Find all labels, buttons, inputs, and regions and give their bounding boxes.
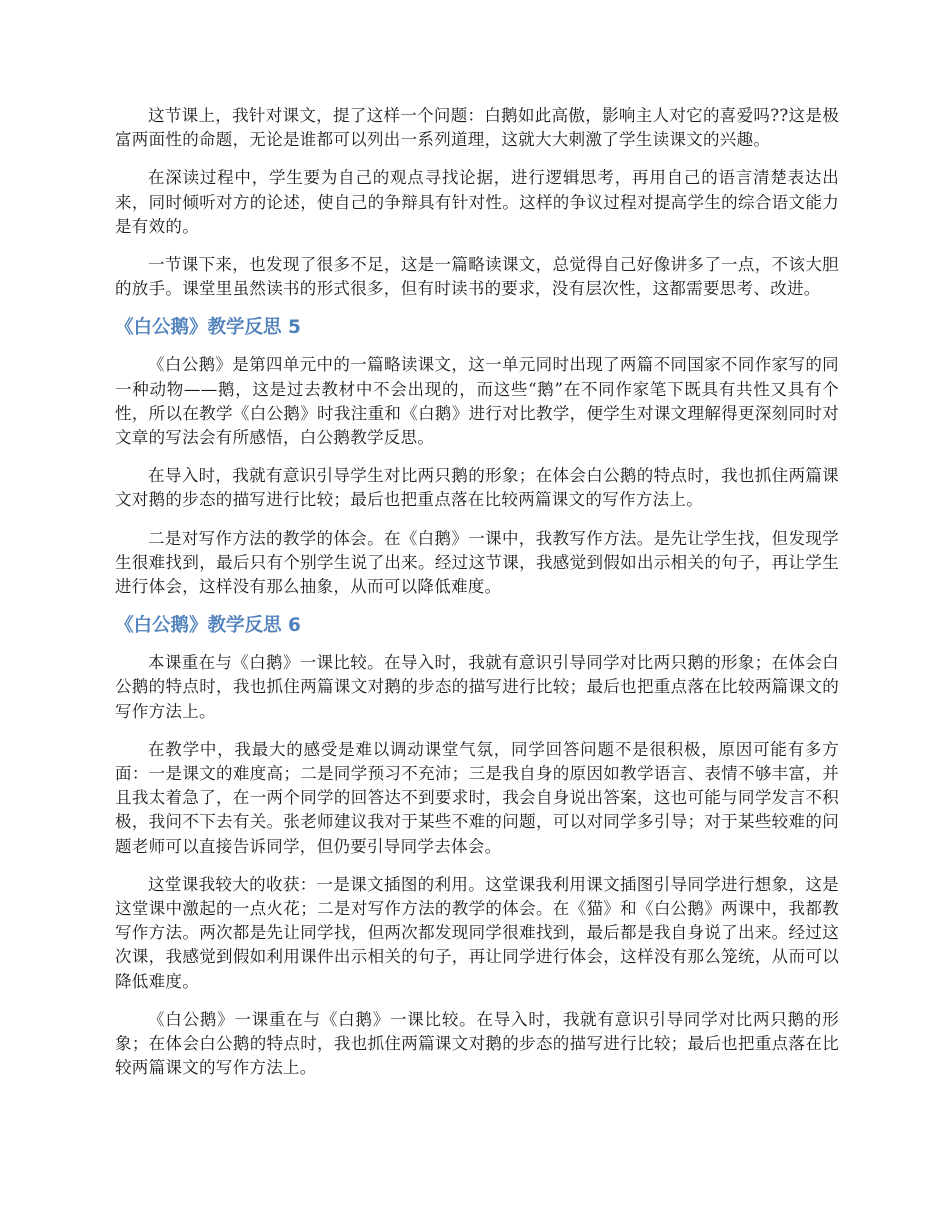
section-heading: 《白公鹅》教学反思 5 <box>115 317 301 339</box>
paragraph: 这堂课我较大的收获：一是课文插图的利用。这堂课我利用课文插图引导同学进行想象，这是这堂课中激起的一点火花；二是对写作方法的教学的体会。在《猫》和《白公鹅》两课中，我都教写作方法。两次都是先让同学找，但两次都发现同学很难找到，最后都是我自身说了出来。经过这次课，我感觉到假如利用课件出示相关的句子，再让同学进行体会，这样没有那么笼统，从而可以降低难度。 <box>115 874 839 991</box>
paragraph: 本课重在与《白鹅》一课比较。在导入时，我就有意识引导同学对比两只鹅的形象；在体会白公鹅的特点时，我也抓住两篇课文对鹅的步态的描写进行比较；最后也把重点落在比较两篇课文的写作方法上。 <box>115 653 839 721</box>
paragraph: 在深读过程中，学生要为自己的观点寻找论据，进行逻辑思考，再用自己的语言清楚表达出来，同时倾听对方的论述，使自己的争辩具有针对性。这样的争议过程对提高学生的综合语文能力是有效的。 <box>115 168 839 236</box>
paragraph: 一节课下来，也发现了很多不足，这是一篇略读课文，总觉得自己好像讲多了一点，不该大胆的放手。课堂里虽然读书的形式很多，但有时读书的要求，没有层次性，这都需要思考、改进。 <box>115 255 839 299</box>
document-page <box>115 104 839 1095</box>
paragraph: 在导入时，我就有意识引导学生对比两只鹅的形象；在体会白公鹅的特点时，我也抓住两篇课文对鹅的步态的描写进行比较；最后也把重点落在比较两篇课文的写作方法上。 <box>115 466 839 510</box>
section-heading: 《白公鹅》教学反思 6 <box>115 615 301 637</box>
paragraph: 在教学中，我最大的感受是难以调动课堂气氛，同学回答问题不是很积极，原因可能有多方面：一是课文的难度高；二是同学预习不充沛；三是我自身的原因如教学语言、表情不够丰富，并且我太着急了，在一两个同学的回答达不到要求时，我会自身说出答案，这也可能与同学发言不积极，我问不下去有关。张老师建议我对于某些不难的问题，可以对同学多引导；对于某些较难的问题老师可以直接告诉同学，但仍要引导同学去体会。 <box>115 739 839 856</box>
paragraph: 《白公鹅》是第四单元中的一篇略读课文，这一单元同时出现了两篇不同国家不同作家写的同一种动物——鹅，这是过去教材中不会出现的，而这些“鹅”在不同作家笔下既具有共性又具有个性，所以在教学《白公鹅》时我注重和《白鹅》进行对比教学，便学生对课文理解得更深刻同时对文章的写法会有所感悟，白公鹅教学反思。 <box>115 355 839 448</box>
paragraph: 这节课上，我针对课文，提了这样一个问题：白鹅如此高傲，影响主人对它的喜爱吗??这是极富两面性的命题，无论是谁都可以列出一系列道理，这就大大刺激了学生读课文的兴趣。 <box>115 106 839 150</box>
paragraph: 二是对写作方法的教学的体会。在《白鹅》一课中，我教写作方法。是先让学生找，但发现学生很难找到，最后只有个别学生说了出来。经过这节课，我感觉到假如出示相关的句子，再让学生进行体会，这样没有那么抽象，从而可以降低难度。 <box>115 528 839 597</box>
paragraph: 《白公鹅》一课重在与《白鹅》一课比较。在导入时，我就有意识引导同学对比两只鹅的形象；在体会白公鹅的特点时，我也抓住两篇课文对鹅的步态的描写进行比较；最后也把重点落在比较两篇课文的写作方法上。 <box>115 1009 839 1078</box>
